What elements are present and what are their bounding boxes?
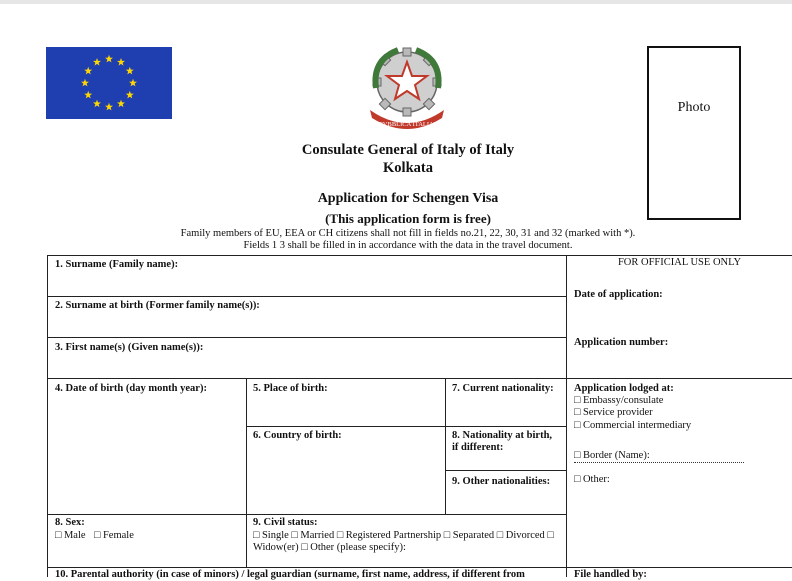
eu-star-icon [117, 100, 125, 108]
lodged-border-checkbox[interactable]: □ Border (Name): [574, 450, 650, 461]
official-application-number: Application number: [574, 337, 669, 348]
eu-star-icon [117, 58, 125, 66]
eu-star-icon [105, 103, 113, 111]
row-divider-5-6 [246, 426, 566, 427]
eu-star-icon [81, 79, 89, 87]
svg-text:REPVBBLICA ITALIANA: REPVBBLICA ITALIANA [370, 121, 444, 128]
field-date-of-birth[interactable]: 4. Date of birth (day month year): [55, 383, 207, 394]
col-divider-5-7 [445, 378, 446, 514]
eu-star-icon [93, 58, 101, 66]
form-subtitle: (This application form is free) [325, 211, 491, 226]
eu-star-icon [126, 67, 134, 75]
consulate-city: Kolkata [383, 160, 433, 176]
border-name-dotted-line [574, 462, 744, 463]
table-top-border [47, 255, 792, 256]
eu-star-icon [84, 67, 92, 75]
lodged-commercial-checkbox[interactable]: □ Commercial intermediary [574, 420, 692, 431]
sex-female-checkbox[interactable]: □ Female [94, 530, 134, 541]
official-column-divider [566, 255, 567, 577]
col-divider-4-5 [246, 378, 247, 568]
civil-status-options-2[interactable]: Widow(er) □ Other (please specify): [253, 542, 406, 553]
field-parental-authority[interactable]: 10. Parental authority (in case of minors) / legal guardian (surname, first name, address, if different from [55, 569, 525, 580]
eu-star-icon [129, 79, 137, 87]
eu-star-icon [105, 55, 113, 63]
table-left-border [47, 255, 48, 577]
lodged-embassy-checkbox[interactable]: □ Embassy/consulate [574, 395, 664, 406]
eu-star-icon [126, 91, 134, 99]
row-divider-10 [47, 567, 792, 568]
form-title: Application for Schengen Visa [317, 191, 499, 206]
field-civil-status: 9. Civil status: [253, 517, 318, 528]
eu-star-icon [84, 91, 92, 99]
official-date-of-application: Date of application: [574, 289, 663, 300]
field-current-nationality[interactable]: 7. Current nationality: [452, 383, 554, 394]
field-surname[interactable]: 1. Surname (Family name): [55, 259, 179, 270]
row-divider-3 [47, 378, 792, 379]
official-use-title: FOR OFFICIAL USE ONLY [617, 257, 742, 268]
row-divider-1 [47, 296, 566, 297]
sex-male-checkbox[interactable]: □ Male [55, 530, 86, 541]
field-nationality-at-birth[interactable]: 8. Nationality at birth, [452, 430, 553, 441]
field-surname-at-birth[interactable]: 2. Surname at birth (Former family name(s)): [55, 300, 260, 311]
lodged-provider-checkbox[interactable]: □ Service provider [574, 407, 653, 418]
field-place-of-birth[interactable]: 5. Place of birth: [253, 383, 328, 394]
official-lodged-at: Application lodged at: [574, 383, 674, 394]
top-edge-bar [0, 0, 792, 4]
field-sex: 8. Sex: [55, 517, 85, 528]
civil-status-options[interactable]: □ Single □ Married □ Registered Partnership □ Separated □ Divorced □ [253, 530, 554, 541]
lodged-other-checkbox[interactable]: □ Other: [574, 474, 610, 485]
photo-label: Photo [677, 100, 711, 115]
field-other-nationalities[interactable]: 9. Other nationalities: [452, 476, 551, 487]
fields-note: Fields 1 3 shall be filled in in accordance with the data in the travel document. [243, 240, 573, 251]
row-divider-8-9 [445, 470, 566, 471]
photo-box[interactable] [647, 46, 741, 220]
field-nationality-at-birth-line2: if different: [452, 442, 504, 453]
italian-emblem-icon [362, 40, 452, 132]
consulate-name: Consulate General of Italy of Italy [301, 142, 515, 158]
eu-star-icon [93, 100, 101, 108]
eu-flag-icon [46, 47, 172, 119]
eu-stars [46, 47, 172, 119]
row-divider-2 [47, 337, 566, 338]
family-members-note: Family members of EU, EEA or CH citizens shall not fill in fields no.21, 22, 30, 31 and 32 (marked with *). [180, 228, 636, 239]
field-first-names[interactable]: 3. First name(s) (Given name(s)): [55, 342, 204, 353]
official-file-handled-by: File handled by: [574, 569, 647, 580]
field-country-of-birth[interactable]: 6. Country of birth: [253, 430, 342, 441]
row-divider-sex [47, 514, 566, 515]
